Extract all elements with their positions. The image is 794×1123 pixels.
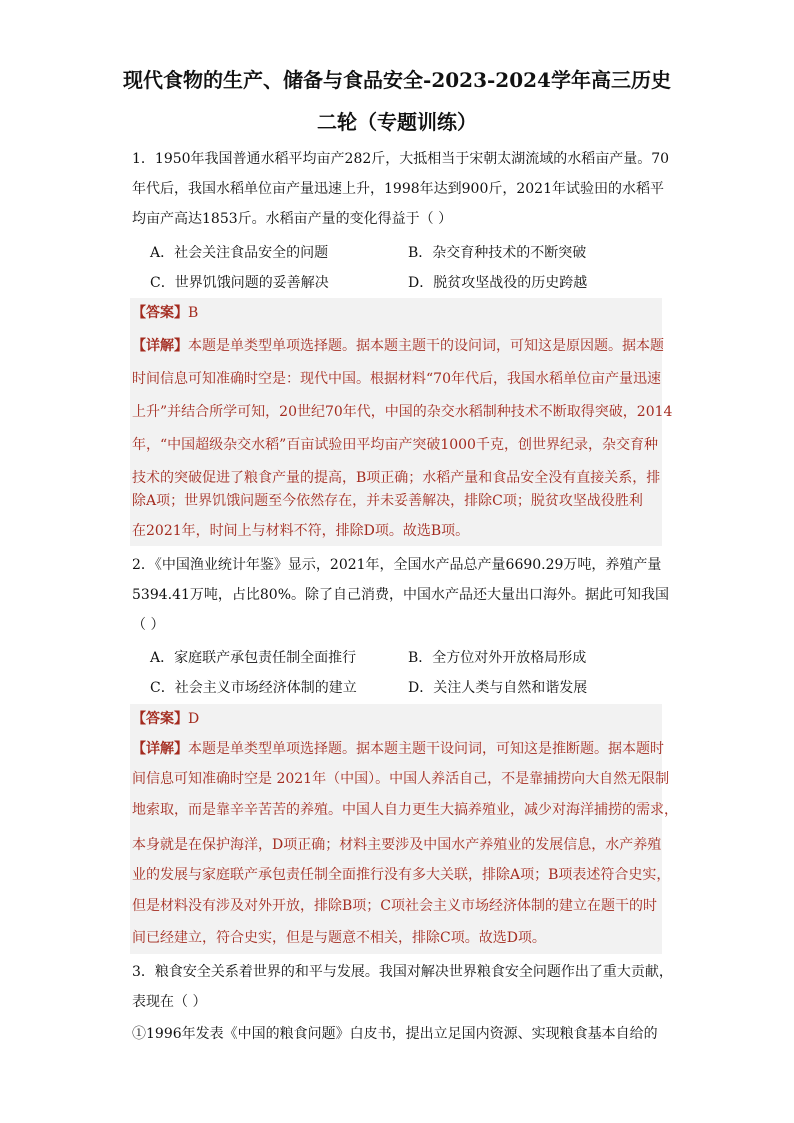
q1-detail-line: 技术的突破促进了粮食产量的提高，B项正确；水稻产量和食品安全没有直接关系，排 — [132, 470, 661, 486]
q2-option-d: D．关注人类与自然和谐发展 — [408, 680, 588, 696]
answer-tag: 【答案】 — [132, 711, 188, 727]
q1-answer-value: B — [188, 305, 199, 321]
q2-detail-line — [132, 734, 664, 764]
q2-stem-line: （ ） — [132, 617, 165, 633]
q2-answer-value: D — [188, 711, 200, 727]
q2-option-a: A．家庭联产承包责任制全面推行 — [150, 650, 357, 666]
q1-answer-block — [130, 298, 673, 546]
q1-detail-line: 年，“中国超级杂交水稻”百亩试验田平均亩产突破1000千克，创世界纪录，杂交育种 — [132, 437, 658, 453]
answer-tag: 【答案】 — [132, 305, 188, 321]
page-title-line2: 二轮（专题训练） — [317, 110, 477, 134]
q1-option-b: B．杂交育种技术的不断突破 — [408, 245, 587, 261]
q1-stem-line: 年代后，我国水稻单位亩产量迅速上升，1998年达到900斤，2021年试验田的水稻平 — [132, 181, 664, 197]
q3-stem-line: 3．粮食安全关系着世界的和平与发展。我国对解决世界粮食安全问题作出了重大贡献， — [132, 964, 673, 980]
q1-option-a: A．社会关注食品安全的问题 — [150, 245, 329, 261]
q2-detail-line: 间已经建立，符合史实，但是与题意不相关，排除C项。故选D项。 — [132, 930, 546, 946]
q3-stem-line: 表现在（ ） — [132, 994, 207, 1010]
q2-detail-line: 间信息可知准确时空是 2021年（中国）。中国人养活自己，不是靠捕捞向大自然无限制 — [132, 771, 670, 787]
q2-detail-line: 本身就是在保护海洋，D项正确；材料主要涉及中国水产养殖业的发展信息，水产养殖 — [132, 837, 662, 853]
q2-option-b: B．全方位对外开放格局形成 — [408, 650, 587, 666]
q1-detail-line: 上升”并结合所学可知，20世纪70年代，中国的杂交水稻制种技术不断取得突破，2014 — [132, 404, 673, 420]
q1-answer-line — [132, 298, 198, 328]
q1-detail-line: 时间信息可知准确时空是：现代中国。根据材料“70年代后，我国水稻单位亩产量迅速 — [132, 371, 661, 387]
q1-stem-line: 1．1950年我国普通水稻平均亩产282斤，大抵相当于宋朝太湖流域的水稻亩产量。70 — [132, 151, 670, 167]
q1-option-d: D．脱贫攻坚战役的历史跨越 — [408, 275, 588, 291]
q2-stem-line: 2．《中国渔业统计年鉴》显示，2021年，全国水产品总产量6690.29万吨，养殖产量 — [132, 557, 662, 573]
q1-detail-line: 除A项；世界饥饿问题至今依然存在，并未妥善解决，排除C项；脱贫攻坚战役胜利 — [132, 493, 643, 509]
q1-detail-line: 在2021年，时间上与材料不符，排除D项。故选B项。 — [132, 523, 470, 539]
q2-answer-block — [130, 704, 678, 954]
q2-detail-text: 本题是单类型单项选择题。据本题主题干设问词，可知这是推断题。据本题时 — [188, 741, 664, 757]
q1-detail-line — [132, 331, 664, 361]
detail-tag: 【详解】 — [132, 741, 188, 757]
page-title-line1: 现代食物的生产、储备与食品安全-2023-2024学年高三历史 — [123, 68, 671, 92]
q1-stem-line: 均亩产高达1853斤。水稻亩产量的变化得益于（ ） — [132, 211, 453, 227]
q1-option-c: C．世界饥饿问题的妥善解决 — [150, 275, 329, 291]
q3-stem-line: ①1996年发表《中国的粮食问题》白皮书，提出立足国内资源、实现粮食基本自给的 — [132, 1026, 658, 1042]
q2-detail-line: 业的发展与家庭联产承包责任制全面推行没有多大关联，排除A项；B项表述符合史实， — [132, 867, 671, 883]
q2-detail-line: 但是材料没有涉及对外开放，排除B项；C项社会主义市场经济体制的建立在题干的时 — [132, 898, 657, 914]
q2-detail-line: 地索取，而是靠辛辛苦苦的养殖。中国人自力更生大搞养殖业，减少对海洋捕捞的需求， — [132, 802, 678, 818]
q2-answer-line — [132, 704, 199, 734]
q2-stem-line: 5394.41万吨，占比80%。除了自己消费，中国水产品还大量出口海外。据此可知我国 — [132, 587, 670, 603]
detail-tag: 【详解】 — [132, 338, 188, 354]
q1-detail-text: 本题是单类型单项选择题。据本题主题干的设问词，可知这是原因题。据本题 — [188, 338, 664, 354]
q2-option-c: C．社会主义市场经济体制的建立 — [150, 680, 357, 696]
